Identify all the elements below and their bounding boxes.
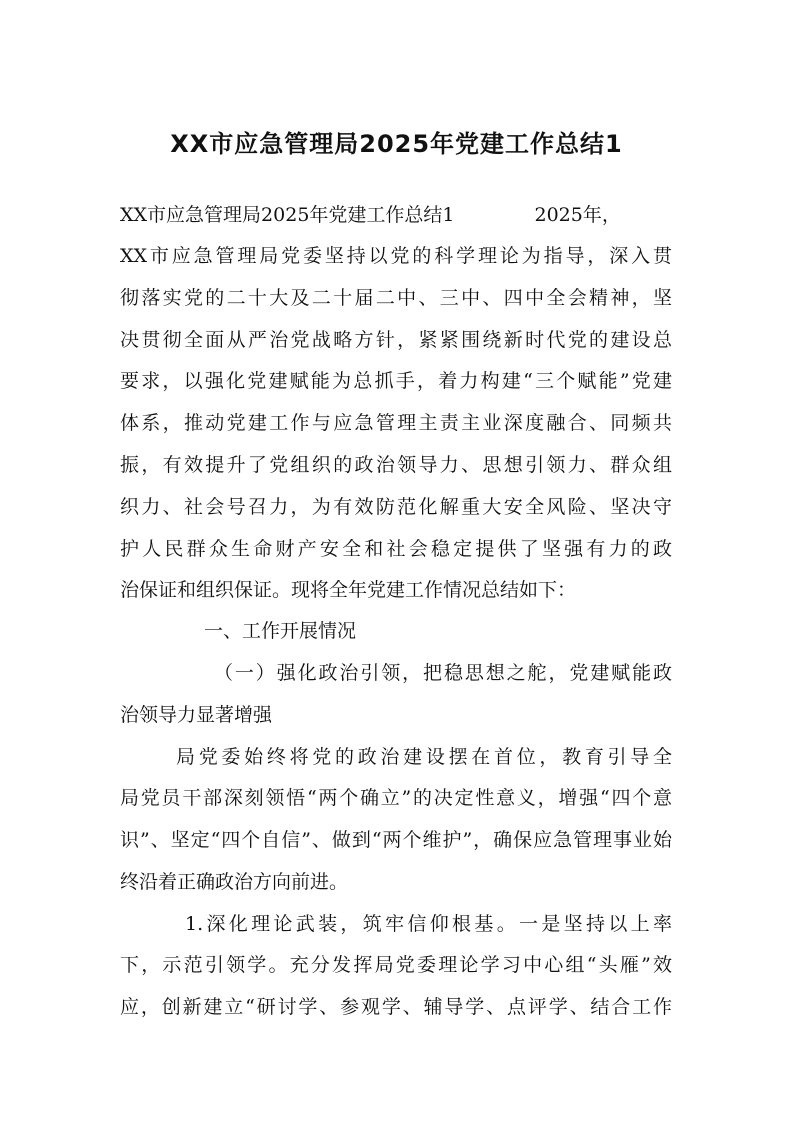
- paragraph-line: 体系，推动党建工作与应急管理主责主业深度融合、同频共: [120, 412, 672, 434]
- intro-line-right: 2025年，: [534, 204, 621, 226]
- paragraph-line: 决贯彻全面从严治党战略方针，紧紧围绕新时代党的建设总: [120, 329, 672, 351]
- paragraph-line: 振，有效提升了党组织的政治领导力、思想引领力、群众组: [120, 454, 672, 476]
- paragraph-line: 彻落实党的二十大及二十届二中、三中、四中全会精神，坚: [120, 287, 672, 309]
- subsection-heading: （一）强化政治引领，把稳思想之舵，党建赋能政: [214, 662, 672, 684]
- subsection-heading-cont: 治领导力显著增强: [120, 704, 273, 726]
- paragraph-line: 织力、社会号召力，为有效防范化解重大安全风险、坚决守: [120, 496, 672, 518]
- paragraph-line: 下，示范引领学。充分发挥局党委理论学习中心组“头雁”效: [120, 954, 672, 976]
- paragraph-line: 终沿着正确政治方向前进。: [120, 871, 349, 893]
- paragraph-line: 治保证和组织保证。现将全年党建工作情况总结如下：: [120, 579, 577, 601]
- intro-line: [120, 198, 672, 232]
- section-heading: 一、工作开展情况: [204, 620, 357, 642]
- paragraph-line: 护人民群众生命财产安全和社会稳定提供了坚强有力的政: [120, 538, 672, 560]
- paragraph-line: XX市应急管理局党委坚持以党的科学理论为指导，深入贯: [120, 245, 672, 267]
- paragraph-line: 局党委始终将党的政治建设摆在首位，教育引导全: [176, 746, 672, 768]
- paragraph-line: 局党员干部深刻领悟“两个确立”的决定性意义，增强“四个意: [120, 787, 672, 809]
- paragraph-line: 应，创新建立“研讨学、参观学、辅导学、点评学、结合工作: [120, 996, 672, 1018]
- paragraph-line: 识”、坚定“四个自信”、做到“两个维护”，确保应急管理事业始: [120, 829, 672, 851]
- paragraph-line: 要求，以强化党建赋能为总抓手，着力构建“三个赋能”党建: [120, 370, 672, 392]
- document-title: XX市应急管理局2025年党建工作总结1: [170, 130, 623, 158]
- intro-line-left: XX市应急管理局2025年党建工作总结1: [120, 204, 455, 226]
- paragraph-line: 1.深化理论武装，筑牢信仰根基。一是坚持以上率: [185, 913, 672, 935]
